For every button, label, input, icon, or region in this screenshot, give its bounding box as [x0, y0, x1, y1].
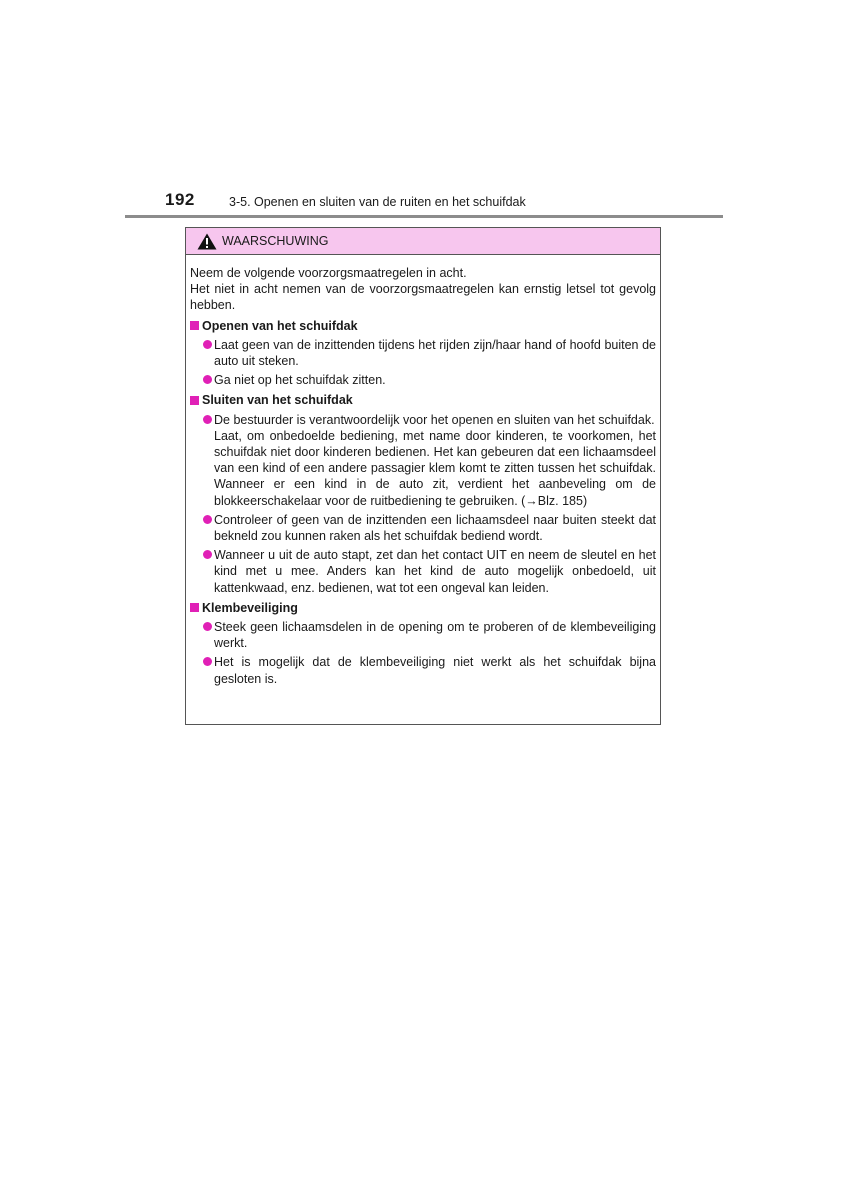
circle-bullet-icon: [203, 375, 212, 384]
circle-bullet-icon: [203, 657, 212, 666]
header-rule: [125, 215, 723, 218]
section-heading: [190, 318, 656, 334]
list-item: [190, 654, 656, 686]
list-item-text: Laat geen van de inzittenden tijdens het rijden zijn/haar hand of hoofd buiten de auto uit steken.: [214, 337, 656, 369]
section-pinch-protection: [190, 600, 656, 687]
circle-bullet-icon: [203, 622, 212, 631]
warning-body: [186, 255, 660, 687]
section-heading-text: Openen van het schuifdak: [202, 318, 358, 333]
circle-bullet-icon: [203, 550, 212, 559]
list-item: [190, 547, 656, 596]
section-title: 3-5. Openen en sluiten van de ruiten en het schuifdak: [229, 195, 526, 209]
section-heading: [190, 600, 656, 616]
section-items: [190, 412, 656, 596]
section-heading-text: Klembeveiliging: [202, 600, 298, 615]
warning-header: [186, 228, 660, 255]
circle-bullet-icon: [203, 515, 212, 524]
list-item: [190, 337, 656, 369]
list-item: [190, 412, 656, 509]
section-items: [190, 619, 656, 687]
list-item-text: Ga niet op het schuifdak zitten.: [214, 373, 386, 388]
page-number: 192: [165, 190, 195, 209]
intro-line: Neem de volgende voorzorgsmaatregelen in acht.: [190, 266, 467, 280]
section-heading: [190, 392, 656, 408]
circle-bullet-icon: [203, 340, 212, 349]
warning-intro: [190, 265, 656, 314]
list-item: [190, 512, 656, 544]
section-heading-text: Sluiten van het schuifdak: [202, 393, 353, 408]
list-item: [190, 372, 656, 388]
list-item-extra-text: Laat, om onbedoelde bediening, met name door kinderen, te voorkomen, het schuifdak niet door kinderen bedienen. Het kan gebeuren dat een lichaamsdeel van een kind of een andere passagier klem komt te zitten tussen het schuifdak. Wanneer er een kind in de auto zit, verdient het aanbeveling om de blokkeerschakelaar voor de ruitbediening te gebruiken. (→Blz. 185): [214, 428, 656, 508]
list-item-text: De bestuurder is verantwoordelijk voor het openen en sluiten van het schuifdak.: [214, 412, 655, 427]
list-item-text: Het is mogelijk dat de klembeveiliging niet werkt als het schuifdak bijna gesloten is.: [214, 655, 656, 686]
square-bullet-icon: [190, 603, 199, 612]
warning-box: [185, 227, 661, 725]
circle-bullet-icon: [203, 415, 212, 424]
list-item: [190, 619, 656, 651]
section-opening: [190, 318, 656, 389]
warning-title: WAARSCHUWING: [222, 234, 329, 248]
list-item-text: Steek geen lichaamsdelen in de opening om te proberen of de klembeveiliging werkt.: [214, 620, 656, 651]
square-bullet-icon: [190, 321, 199, 330]
section-closing: [190, 392, 656, 595]
list-item-text: Wanneer u uit de auto stapt, zet dan het contact UIT en neem de sleutel en het kind met u mee. Anders kan het kind de auto mogelijk onbedoeld, uit kattenkwaad, enz. bedienen, wat tot een ongeval kan leiden.: [214, 548, 656, 595]
section-items: [190, 337, 656, 389]
square-bullet-icon: [190, 396, 199, 405]
warning-triangle-icon: [197, 233, 217, 250]
list-item-text: Controleer of geen van de inzittenden een lichaamsdeel naar buiten steekt dat bekneld zou kunnen raken als het schuifdak bediend wordt.: [214, 512, 656, 544]
intro-line: Het niet in acht nemen van de voorzorgsmaatregelen kan ernstig letsel tot gevolg hebben.: [190, 282, 656, 313]
